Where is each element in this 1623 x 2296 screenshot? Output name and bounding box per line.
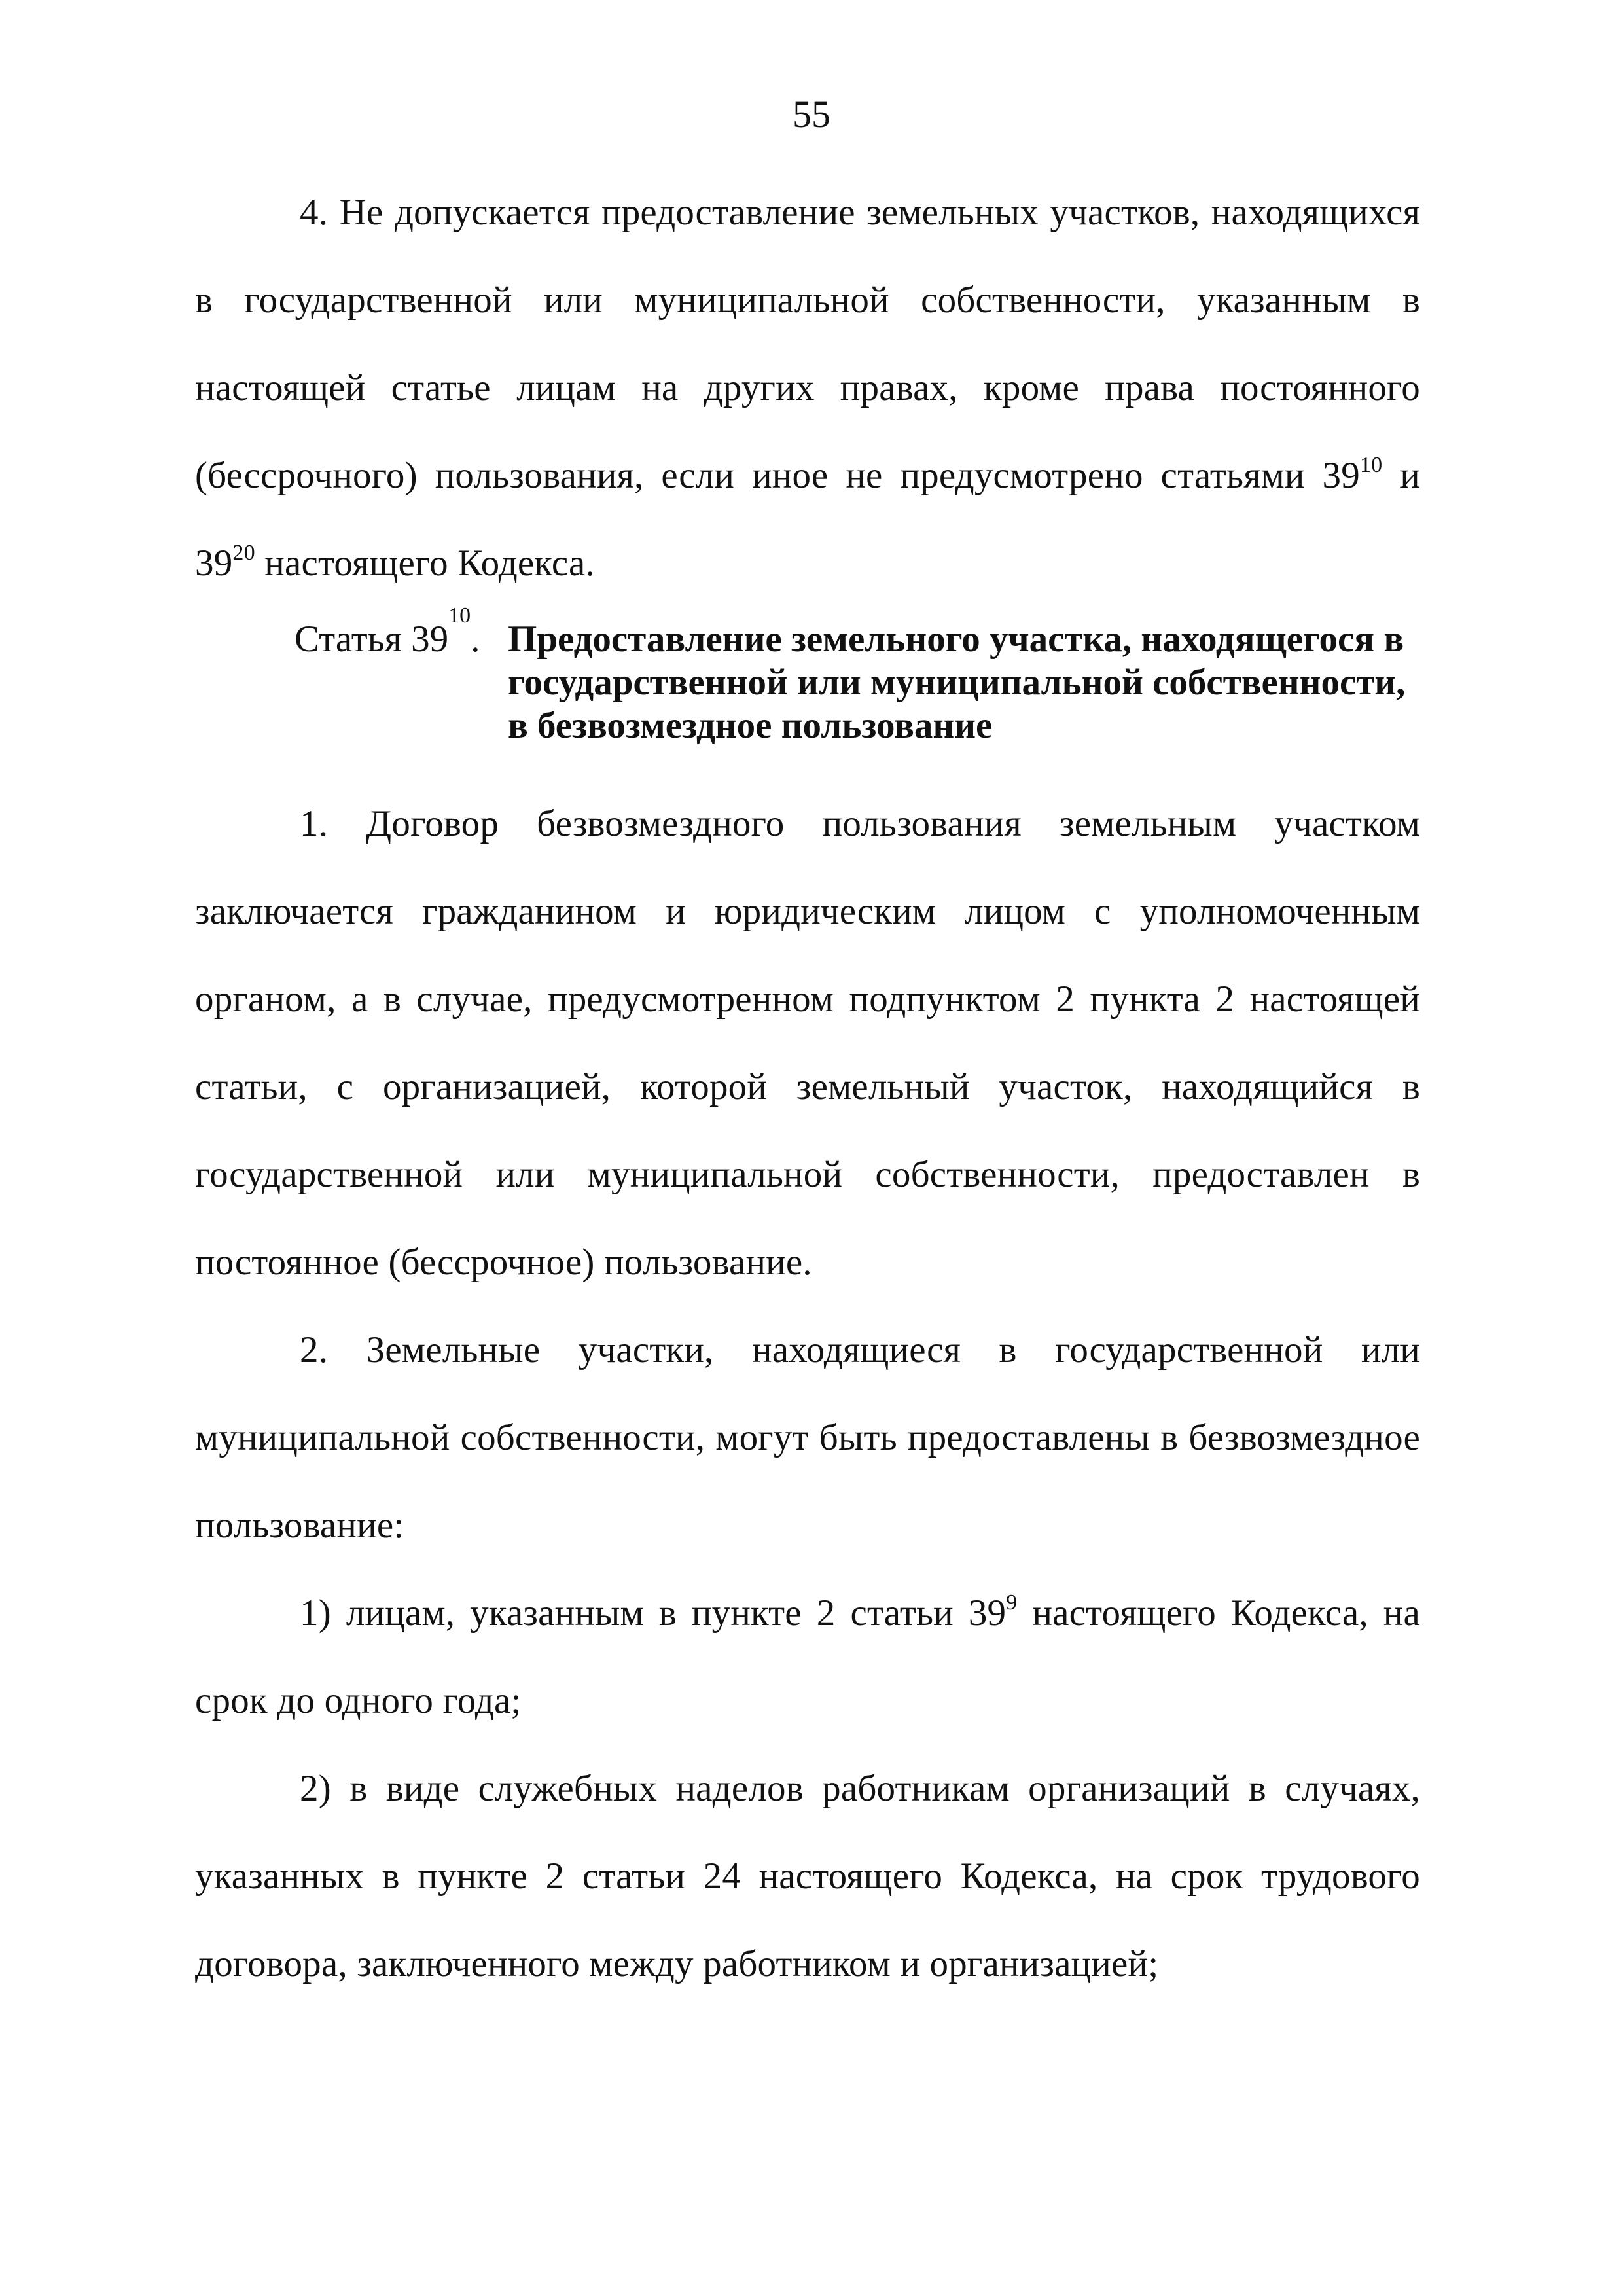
paragraph-4-text-c: настоящего Кодекса. (255, 543, 596, 584)
article-title-line-3: в безвозмездное пользование (508, 705, 993, 746)
list-item-1-text-a: 1) лицам, указанным в пункте 2 статьи 39 (300, 1592, 1007, 1634)
paragraph-4 (195, 169, 1420, 607)
article-title-line-2: государственной или муниципальной собственности, (508, 662, 1406, 703)
article-label-dot: . (471, 619, 480, 660)
list-item-2: 2) в виде служебных наделов работникам организаций в случаях, указанных в пункте 2 статьи 24 настоящего Кодекса, на срок трудового договора, заключенного между работником и организацией; (195, 1768, 1420, 1984)
paragraph-1: 1. Договор безвозмездного пользования земельным участком заключается гражданином и юридическим лицом с уполномоченным органом, а в случае, предусмотренном подпунктом 2 пункта 2 настоящей статьи, с организацией, которой земельный участок, находящийся в государственной или муниципальной собственности, предоставлен в постоянное (бессрочное) пользование. (195, 803, 1420, 1283)
superscript-20: 20 (232, 541, 255, 565)
superscript-10: 10 (1359, 453, 1383, 477)
list-item-1 (195, 1570, 1420, 1745)
list-item-1-text-b: настоящего Кодекса, на срок до одного года; (195, 1592, 1420, 1721)
page-number: 55 (793, 93, 830, 135)
article-title (508, 618, 1420, 747)
paragraph-4-text-a: 4. Не допускается предоставление земельных участков, находящихся в государственной или муниципальной собственности, указанным в настоящей статье лицам на других правах, кроме права постоянного (бессрочного) пользования, если иное не предусмотрено статьями 39 (195, 192, 1420, 496)
article-label-superscript: 10 (448, 603, 471, 628)
article-title-line-1: Предоставление земельного участка, находящегося в (508, 619, 1404, 660)
superscript-9: 9 (1006, 1590, 1018, 1615)
article-label (294, 603, 480, 661)
article-label-text: Статья 39 (294, 619, 449, 660)
paragraph-4-text-b: и 39 (195, 455, 1421, 584)
paragraph-2: 2. Земельные участки, находящиеся в государственной или муниципальной собственности, могут быть предоставлены в безвозмездное пользование: (195, 1329, 1420, 1546)
